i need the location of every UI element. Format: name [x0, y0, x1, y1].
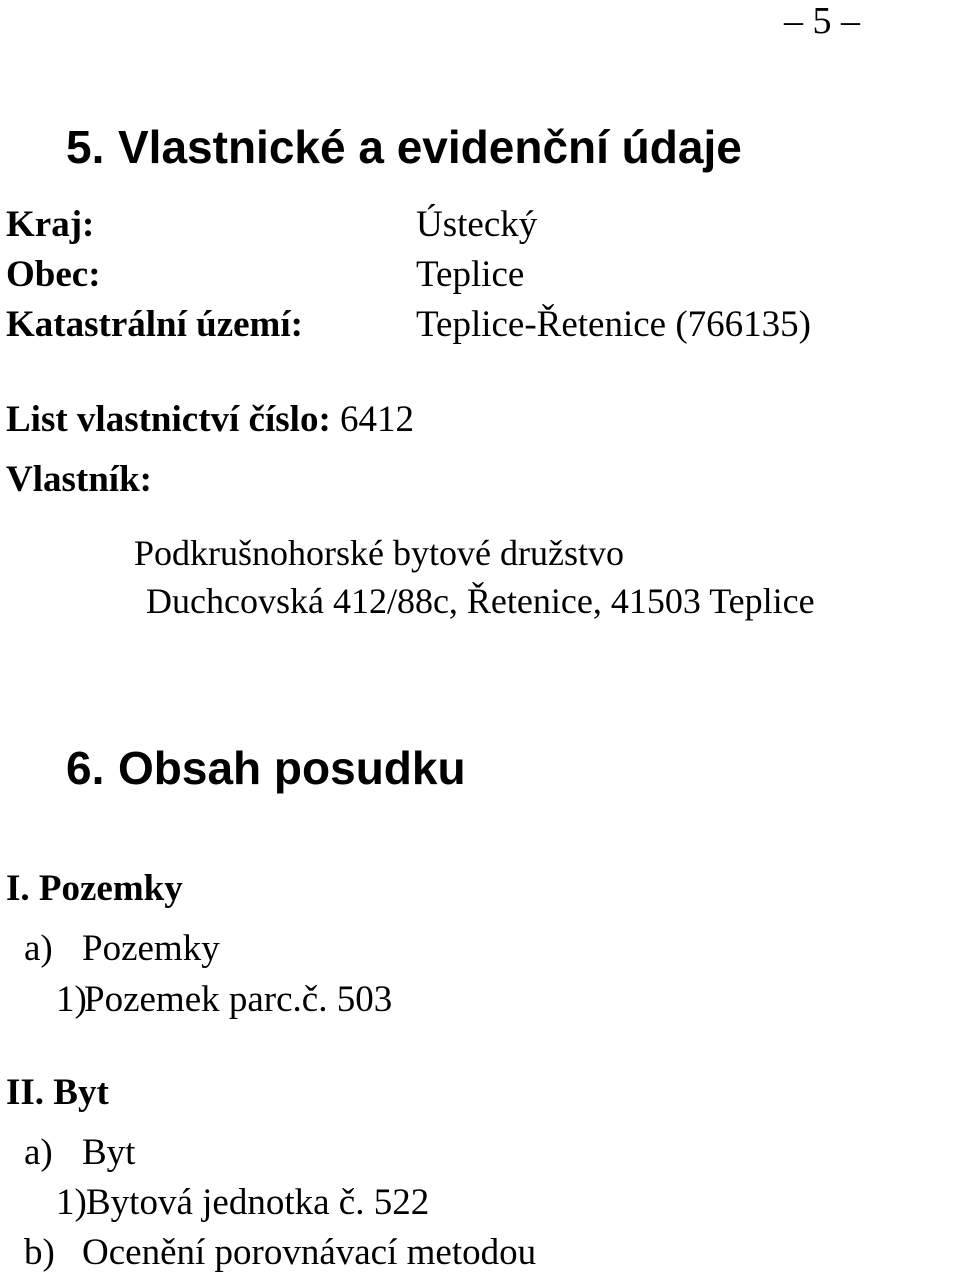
katastr-label: Katastrální území: — [6, 304, 303, 345]
page-number: – 5 – — [784, 0, 860, 42]
lv-label: List vlastnictví číslo: — [6, 399, 331, 440]
part-2-a1-label: Bytová jednotka č. 522 — [86, 1182, 430, 1223]
part-1-heading: I. Pozemky — [6, 868, 183, 909]
kraj-value: Ústecký — [416, 204, 538, 245]
obec-value: Teplice — [416, 254, 525, 295]
part-2-a1-marker: 1) — [56, 1182, 87, 1223]
owner-label: Vlastník: — [6, 459, 152, 500]
kraj-label: Kraj: — [6, 204, 95, 245]
part-2-b-label: Ocenění porovnávací metodou — [82, 1232, 537, 1273]
part-1-a1-marker: 1) — [56, 979, 87, 1020]
part-1-a-marker: a) — [24, 928, 53, 969]
part-2-heading: II. Byt — [6, 1072, 109, 1113]
lv-line — [6, 401, 414, 438]
section-5-title: Vlastnické a evidenční údaje — [118, 121, 742, 173]
owner-address: Duchcovská 412/88c, Řetenice, 41503 Teplice — [146, 581, 815, 621]
part-1-a-label: Pozemky — [82, 928, 220, 969]
section-5-number: 5. — [66, 121, 105, 173]
section-6-number: 6. — [66, 742, 105, 794]
katastr-value: Teplice-Řetenice (766135) — [416, 304, 811, 345]
lv-value: 6412 — [340, 399, 415, 440]
obec-label: Obec: — [6, 254, 101, 295]
section-6-title: Obsah posudku — [118, 742, 466, 794]
part-2-b-marker: b) — [24, 1232, 55, 1273]
part-1-a1-label: Pozemek parc.č. 503 — [84, 979, 393, 1020]
owner-name: Podkrušnohorské bytové družstvo — [134, 533, 624, 573]
part-2-a-marker: a) — [24, 1132, 53, 1173]
part-2-a-label: Byt — [82, 1132, 136, 1173]
